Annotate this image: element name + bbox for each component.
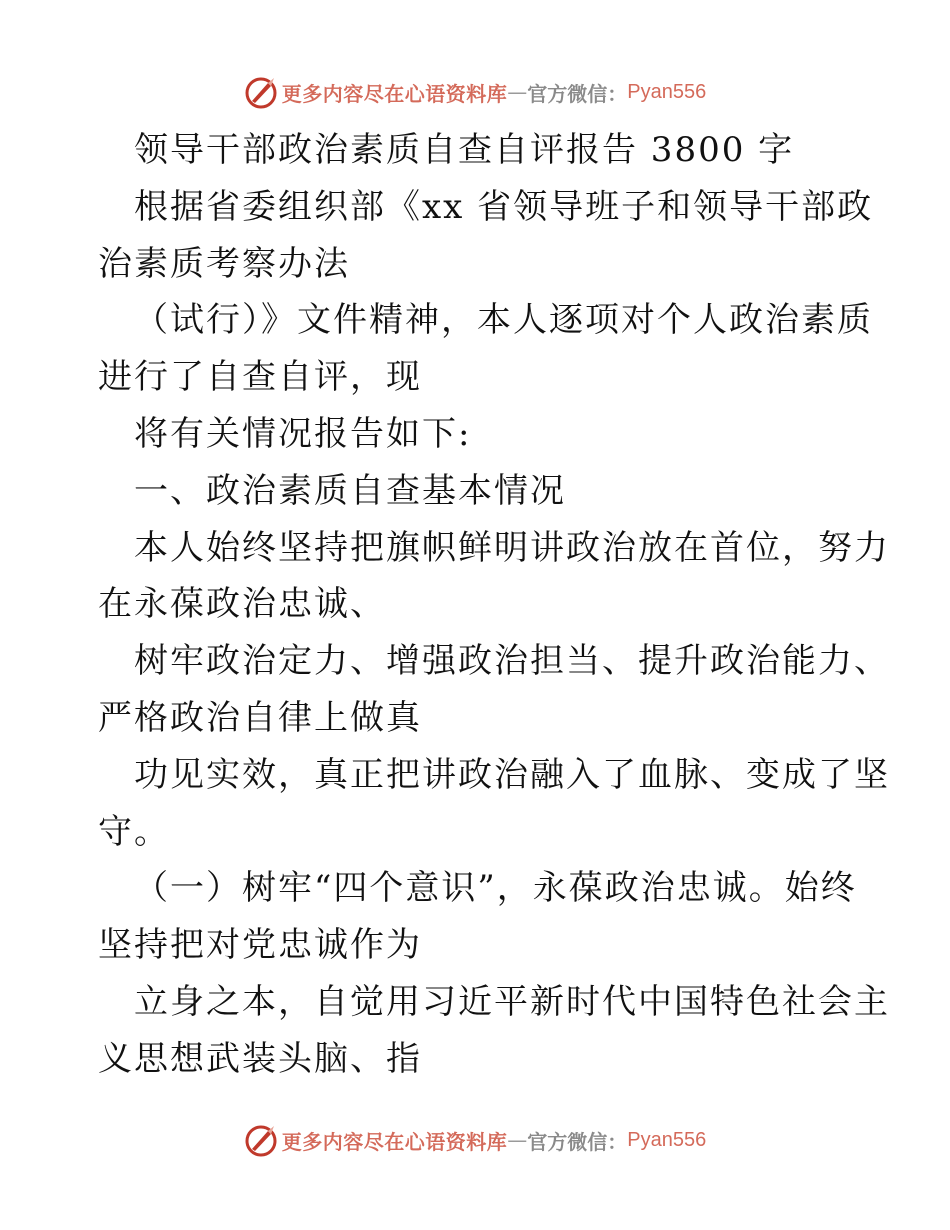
text-line: 树牢政治定力、增强政治担当、提升政治能力、 [134,641,890,682]
text-line: 在永葆政治忠诚、 [98,584,386,625]
document-body [98,122,890,1088]
watermark-dash: — [507,1128,528,1152]
watermark-wechat-id: Pyan556 [627,80,707,103]
watermark-text: 更多内容尽在心语资料库 [281,1129,508,1154]
section-heading: 一、政治素质自查基本情况 [134,470,566,511]
text-line: 根据省委组织部《xx 省领导班子和领导干部政 [134,186,874,227]
subsection-heading: （一）树牢“四个意识”，永葆政治忠诚。始终 [134,868,857,909]
quill-logo-icon [244,1123,278,1157]
text-line: 进行了自查自评，现 [98,357,422,398]
watermark-text: 更多内容尽在心语资料库 [281,81,508,106]
watermark-label: 官方微信： [527,81,628,106]
text-line: 治素质考察办法 [98,243,350,284]
text-line: 本人始终坚持把旗帜鲜明讲政治放在首位，努力 [134,527,890,568]
watermark-wechat-id: Pyan556 [627,1128,707,1151]
text-line: 功见实效，真正把讲政治融入了血脉、变成了坚 [134,754,890,795]
text-line: 立身之本，自觉用习近平新时代中国特色社会主 [134,981,890,1022]
quill-logo-icon [244,75,278,109]
watermark-dash: — [507,80,528,104]
text-line: 将有关情况报告如下: [134,413,472,454]
text-line: 义思想武装头脑、指 [98,1038,422,1079]
watermark-header [0,72,950,112]
document-title: 领导干部政治素质自查自评报告 3800 字 [134,130,795,170]
text-line: 守。 [98,811,170,852]
watermark-label: 官方微信： [527,1129,628,1154]
text-line: 坚持把对党忠诚作为 [98,925,422,966]
text-line: 严格政治自律上做真 [98,697,422,738]
text-line: （试行）》文件精神，本人逐项对个人政治素质 [134,300,873,341]
watermark-footer [0,1120,950,1160]
